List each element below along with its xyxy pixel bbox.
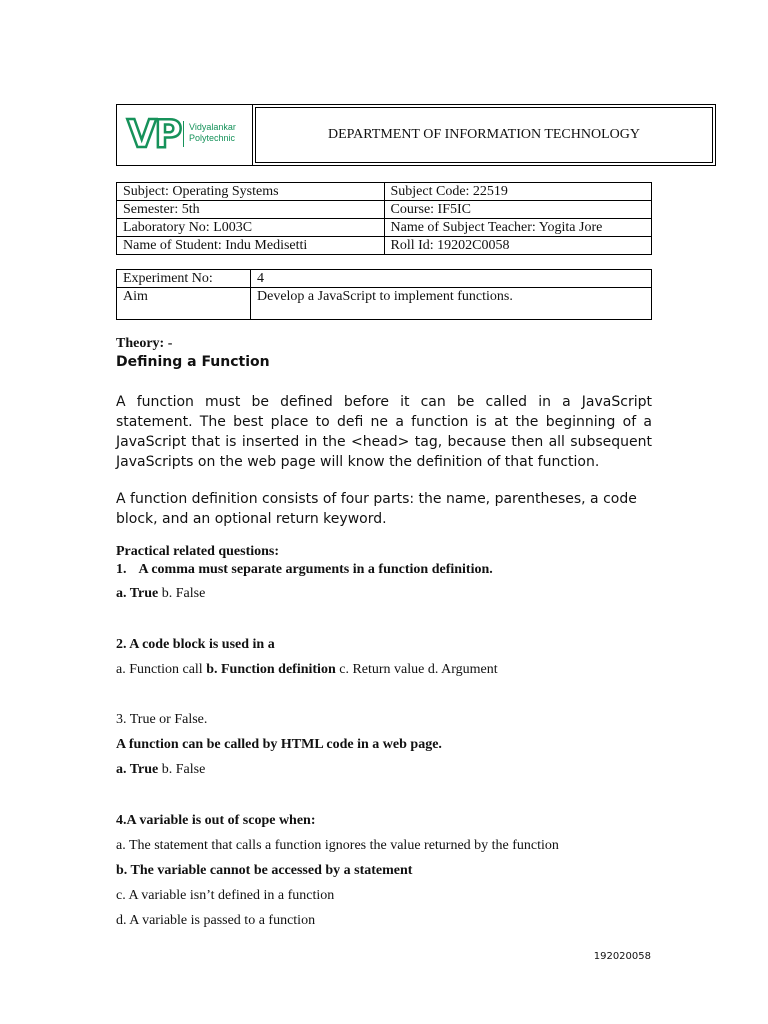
question-1 bbox=[116, 562, 493, 578]
question-4: 4.A variable is out of scope when: bbox=[116, 813, 316, 828]
answer-correct: b. The variable cannot be accessed by a statement bbox=[116, 863, 413, 878]
table-cell: Subject: Operating Systems bbox=[117, 183, 385, 201]
answer-option: c. A variable isn’t defined in a function bbox=[116, 888, 335, 903]
answer-correct: b. Function definition bbox=[206, 662, 336, 677]
logo-line-1: Vidyalankar bbox=[189, 122, 236, 132]
table-cell: Name of Subject Teacher: Yogita Jore bbox=[384, 219, 652, 237]
logo-line-2: Polytechnic bbox=[189, 133, 236, 143]
table-row bbox=[117, 201, 652, 219]
page-footer-id: 192020058 bbox=[593, 951, 651, 962]
theory-paragraph-2: A function definition consists of four parts: the name, parentheses, a code block, and an optional return keyword. bbox=[116, 491, 637, 527]
logo-divider bbox=[183, 121, 184, 147]
info-table bbox=[116, 182, 652, 255]
answer-1 bbox=[116, 586, 205, 602]
logo-text bbox=[189, 122, 236, 144]
question-3-intro: 3. True or False. bbox=[116, 712, 208, 727]
question-3: A function can be called by HTML code in a web page. bbox=[116, 737, 442, 752]
logo-letters: VP bbox=[127, 112, 181, 156]
aim-label: Aim bbox=[117, 288, 251, 320]
table-cell: Roll Id: 19202C0058 bbox=[384, 237, 652, 255]
department-title: DEPARTMENT OF INFORMATION TECHNOLOGY bbox=[255, 107, 713, 163]
theory-heading: Theory: - bbox=[116, 336, 173, 351]
logo bbox=[117, 105, 253, 165]
table-row bbox=[117, 237, 652, 255]
answer-other: b. False bbox=[158, 586, 206, 601]
section-heading: Defining a Function bbox=[116, 354, 270, 370]
questions-heading: Practical related questions: bbox=[116, 544, 280, 559]
table-cell: Semester: 5th bbox=[117, 201, 385, 219]
answer-option: a. Function call bbox=[116, 662, 207, 677]
table-row bbox=[117, 270, 652, 288]
theory-paragraph-1: A function must be defined before it can be called in a JavaScript statement. The best place to defi ne a function is at the beginning of a JavaScript that is inserted in the <head> tag, because then all subsequent JavaScripts on the web page will know the definition of that function. bbox=[116, 394, 652, 470]
table-cell: Course: IF5IC bbox=[384, 201, 652, 219]
table-row bbox=[117, 288, 652, 320]
table-row bbox=[117, 183, 652, 201]
question-number: 1. bbox=[116, 562, 127, 577]
table-cell: Subject Code: 22519 bbox=[384, 183, 652, 201]
experiment-no-value: 4 bbox=[251, 270, 652, 288]
table-cell: Laboratory No: L003C bbox=[117, 219, 385, 237]
answer-other: b. False bbox=[158, 762, 206, 777]
aim-value: Develop a JavaScript to implement functions. bbox=[251, 288, 652, 320]
header-box bbox=[116, 104, 716, 166]
answer-3 bbox=[116, 762, 205, 778]
experiment-no-label: Experiment No: bbox=[117, 270, 251, 288]
answer-2 bbox=[116, 662, 498, 678]
table-cell: Name of Student: Indu Medisetti bbox=[117, 237, 385, 255]
experiment-table bbox=[116, 269, 652, 320]
table-row bbox=[117, 219, 652, 237]
answer-other: c. Return value d. Argument bbox=[335, 662, 498, 677]
answer-correct: a. True bbox=[116, 762, 159, 777]
question-text: A comma must separate arguments in a function definition. bbox=[138, 562, 493, 577]
question-2: 2. A code block is used in a bbox=[116, 637, 275, 652]
answer-correct: a. True bbox=[116, 586, 159, 601]
answer-option: a. The statement that calls a function ignores the value returned by the function bbox=[116, 838, 559, 853]
answer-option: d. A variable is passed to a function bbox=[116, 913, 316, 928]
